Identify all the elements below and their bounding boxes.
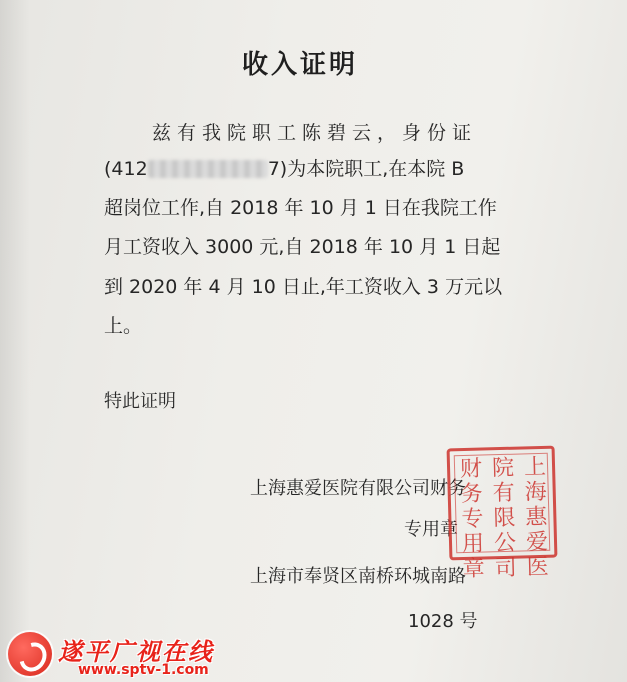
paper-shadow [0,0,30,682]
body-line-4: 月工资收入 3000 元,自 2018 年 10 月 1 日起 [104,236,501,258]
address-line-1: 上海市奉贤区南桥环城南路 [250,566,466,587]
broadcast-logo-icon [8,632,52,676]
seal-col-3: 财务专用章 [459,456,486,583]
id-suffix: 7)为本院职工,在本院 B [267,158,465,180]
seal-label: 专用章 [404,519,458,540]
closing-text: 特此证明 [104,391,176,412]
seal-col-2: 院有限公司 [491,455,518,582]
company-name: 上海惠爱医院有限公司财务 [250,478,466,499]
body-line-3: 超岗位工作,自 2018 年 10 月 1 日在我院工作 [104,197,497,219]
redacted-id [148,160,268,178]
seal-col-1: 上海惠爱医 [523,454,550,581]
watermark-url: www.sptv-1.com [78,662,209,678]
address-line-2: 1028 号 [408,611,478,632]
body-line-5: 到 2020 年 4 月 10 日止,年工资收入 3 万元以 [104,276,503,298]
body-line-1: 兹有我院职工陈碧云，身份证 [152,122,478,144]
document-title: 收入证明 [241,50,358,80]
id-prefix: (412 [104,158,148,180]
finance-seal [447,446,558,583]
body-line-6: 上。 [104,315,143,337]
watermark [0,626,627,682]
body-line-2 [104,154,464,181]
watermark-name: 遂平广视在线 [58,637,214,666]
